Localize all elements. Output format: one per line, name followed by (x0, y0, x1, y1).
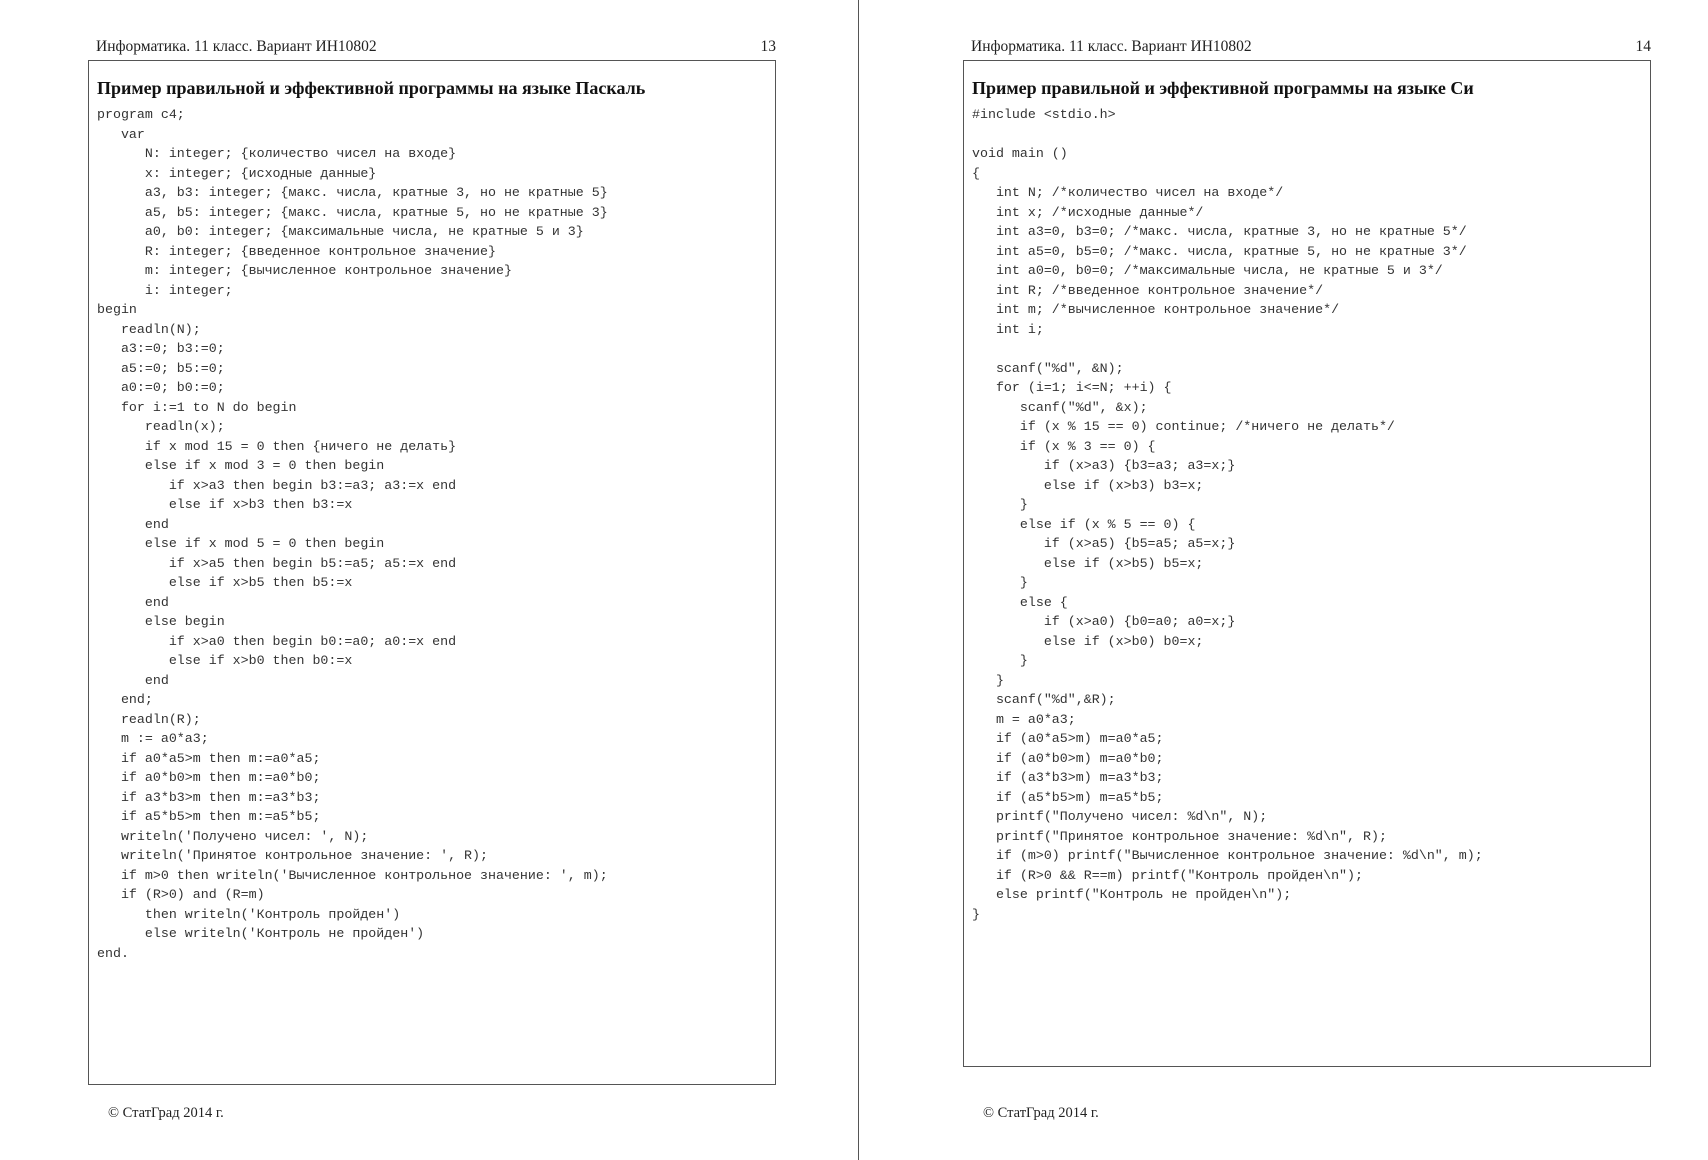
code-line: else if x mod 3 = 0 then begin (97, 458, 385, 473)
code-line: scanf("%d", &x); (972, 399, 1148, 415)
code-line: scanf("%d",&R); (972, 692, 1116, 707)
code-line: #include <stdio.h> (972, 107, 1116, 122)
code-line: a5:=0; b5:=0; (97, 360, 225, 376)
code-line: program c4; (97, 107, 185, 122)
code-line: if (x>a5) {b5=a5; a5=x;} (972, 536, 1236, 551)
code-line: a0, b0: integer; {максимальные числа, не кратные 5 и 3} (97, 224, 584, 239)
code-line: void main () (972, 146, 1068, 161)
code-line: printf("Получено чисел: %d\n", N); (972, 809, 1268, 824)
code-line: if x>a3 then begin b3:=a3; a3:=x end (97, 477, 457, 493)
code-line: if (a0*a5>m) m=a0*a5; (972, 731, 1164, 746)
code-line: m = a0*a3; (972, 711, 1076, 727)
code-line: var (97, 126, 145, 142)
code-line: if (a3*b3>m) m=a3*b3; (972, 770, 1164, 785)
code-line: if (x % 3 == 0) { (972, 438, 1156, 454)
code-line (972, 339, 1483, 359)
code-line: a5, b5: integer; {макс. числа, кратные 5, но не кратные 3} (97, 204, 608, 220)
code-line: int a5=0, b5=0; /*макс. числа, кратные 5, но не кратные 3*/ (972, 243, 1467, 259)
code-line: if a0*a5>m then m:=a0*a5; (97, 750, 321, 766)
code-line: { (972, 165, 980, 181)
code-line: else if (x>b5) b5=x; (972, 555, 1204, 571)
page-footer: © СтатГрад 2014 г. (983, 1105, 1099, 1121)
c-code-block (972, 105, 1483, 924)
code-line: x: integer; {исходные данные} (97, 165, 377, 181)
code-line: if (a5*b5>m) m=a5*b5; (972, 789, 1164, 805)
code-line: a3, b3: integer; {макс. числа, кратные 3, но не кратные 5} (97, 185, 608, 200)
code-line: scanf("%d", &N); (972, 360, 1124, 376)
code-line: int a3=0, b3=0; /*макс. числа, кратные 3, но не кратные 5*/ (972, 224, 1467, 239)
page-footer: © СтатГрад 2014 г. (108, 1105, 224, 1121)
page-header (971, 38, 1651, 58)
code-frame (963, 60, 1651, 1067)
code-line: for i:=1 to N do begin (97, 399, 297, 415)
code-line: m: integer; {вычисленное контрольное значение} (97, 263, 512, 278)
code-line: } (972, 497, 1028, 512)
section-title: Пример правильной и эффективной программы на языке Паскаль (97, 78, 646, 98)
code-line: if m>0 then writeln('Вычисленное контрольное значение: ', m); (97, 867, 608, 883)
code-line (972, 125, 1483, 145)
code-line: if a3*b3>m then m:=a3*b3; (97, 789, 321, 805)
code-line: for (i=1; i<=N; ++i) { (972, 380, 1172, 395)
code-line: writeln('Принятое контрольное значение: ', R); (97, 848, 488, 863)
code-line: } (972, 653, 1028, 668)
code-line: end (97, 594, 169, 610)
pascal-code-block (97, 105, 608, 963)
code-line: int x; /*исходные данные*/ (972, 204, 1204, 220)
code-line: else { (972, 594, 1068, 610)
spread-divider (858, 0, 859, 1160)
code-line: if (x>a3) {b3=a3; a3=x;} (972, 458, 1236, 473)
left-page (88, 0, 776, 1160)
code-line: else if x>b0 then b0:=x (97, 653, 353, 668)
code-frame (88, 60, 776, 1085)
code-line: } (972, 672, 1004, 688)
code-line: } (972, 575, 1028, 590)
section-title: Пример правильной и эффективной программы на языке Си (972, 78, 1474, 98)
code-line: if (x>a0) {b0=a0; a0=x;} (972, 614, 1236, 629)
code-line: writeln('Получено чисел: ', N); (97, 828, 369, 844)
code-line: N: integer; {количество чисел на входе} (97, 146, 457, 161)
code-line: int a0=0, b0=0; /*максимальные числа, не кратные 5 и 3*/ (972, 263, 1443, 278)
code-line: else begin (97, 614, 225, 629)
code-line: else if (x % 5 == 0) { (972, 516, 1196, 532)
code-line: if x>a0 then begin b0:=a0; a0:=x end (97, 633, 457, 649)
code-line: else writeln('Контроль не пройден') (97, 926, 425, 941)
code-line: int i; (972, 321, 1044, 337)
code-line: end (97, 672, 169, 688)
code-line: if (R>0) and (R=m) (97, 887, 265, 902)
code-line: if x>a5 then begin b5:=a5; a5:=x end (97, 555, 457, 571)
code-line: else if x>b3 then b3:=x (97, 497, 353, 512)
code-line: if (x % 15 == 0) continue; /*ничего не делать*/ (972, 419, 1395, 434)
code-line: end (97, 516, 169, 532)
code-line: int R; /*введенное контрольное значение*/ (972, 282, 1324, 298)
right-page (963, 0, 1651, 1160)
code-line: int N; /*количество чисел на входе*/ (972, 185, 1284, 200)
code-line: readln(N); (97, 321, 201, 337)
page-number: 14 (1635, 38, 1651, 55)
code-line: i: integer; (97, 282, 233, 298)
code-line: readln(x); (97, 419, 225, 434)
code-line: if x mod 15 = 0 then {ничего не делать} (97, 438, 457, 454)
code-line: a0:=0; b0:=0; (97, 380, 225, 395)
code-line: if (R>0 && R==m) printf("Контроль пройден\n"); (972, 867, 1363, 883)
page-header (96, 38, 776, 58)
code-line: else if x mod 5 = 0 then begin (97, 536, 385, 551)
code-line: if a5*b5>m then m:=a5*b5; (97, 809, 321, 824)
code-line: else if (x>b3) b3=x; (972, 477, 1204, 493)
code-line: printf("Принятое контрольное значение: %d\n", R); (972, 828, 1387, 844)
code-line: end. (97, 945, 129, 961)
code-line: if (m>0) printf("Вычисленное контрольное значение: %d\n", m); (972, 848, 1483, 863)
code-line: readln(R); (97, 711, 201, 727)
header-title: Информатика. 11 класс. Вариант ИН10802 (971, 38, 1252, 55)
code-line: } (972, 906, 980, 922)
code-line: a3:=0; b3:=0; (97, 341, 225, 356)
code-line: then writeln('Контроль пройден') (97, 906, 401, 922)
code-line: else printf("Контроль не пройден\n"); (972, 887, 1292, 902)
code-line: end; (97, 692, 153, 707)
code-line: if a0*b0>m then m:=a0*b0; (97, 770, 321, 785)
code-line: else if x>b5 then b5:=x (97, 575, 353, 590)
code-line: if (a0*b0>m) m=a0*b0; (972, 750, 1164, 766)
code-line: else if (x>b0) b0=x; (972, 633, 1204, 649)
header-title: Информатика. 11 класс. Вариант ИН10802 (96, 38, 377, 55)
code-line: R: integer; {введенное контрольное значение} (97, 243, 496, 259)
code-line: int m; /*вычисленное контрольное значение*/ (972, 302, 1340, 317)
code-line: m := a0*a3; (97, 731, 209, 746)
page-number: 13 (760, 38, 776, 55)
code-line: begin (97, 302, 137, 317)
